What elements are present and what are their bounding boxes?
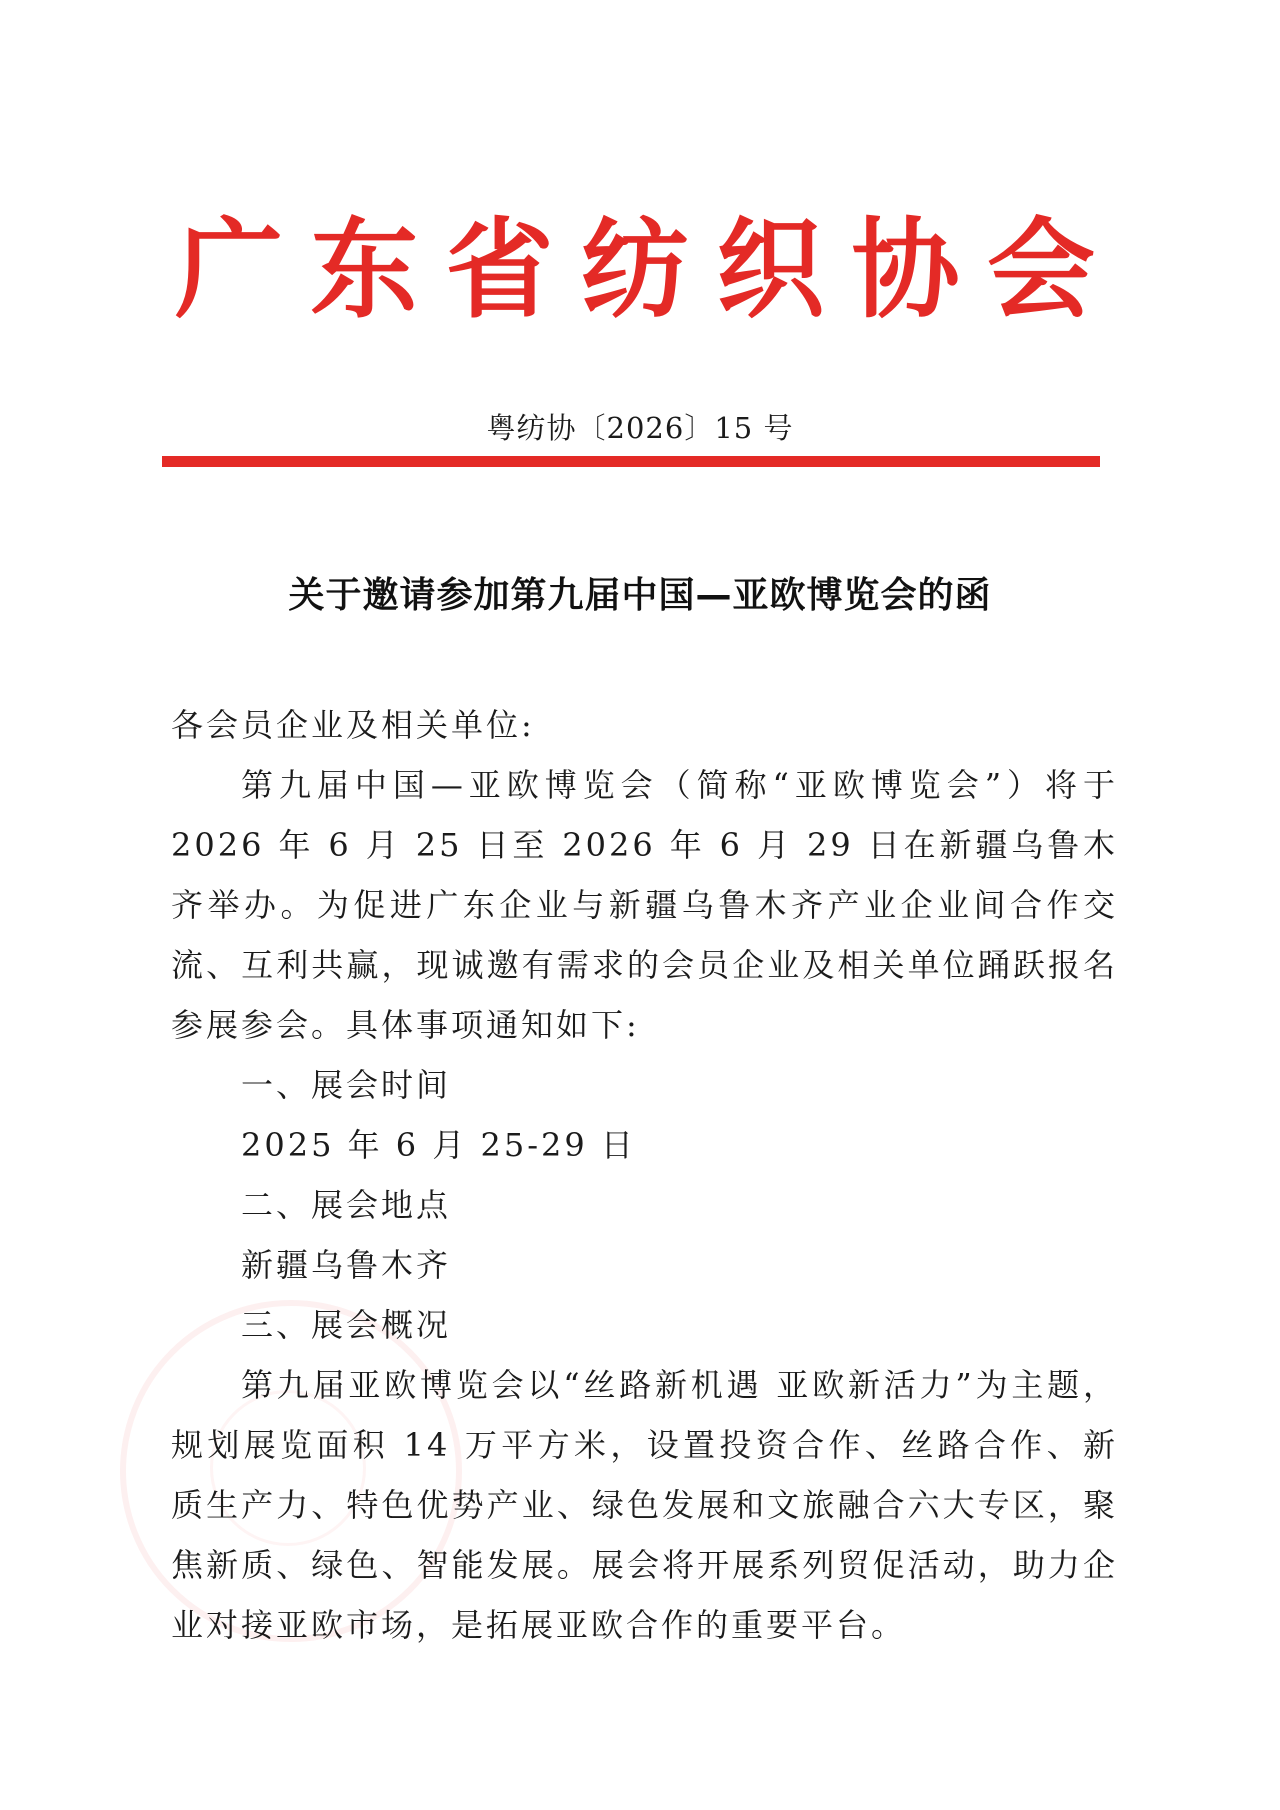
letterhead-char: 织 [716, 207, 825, 333]
org-letterhead [170, 205, 1100, 335]
salutation: 各会员企业及相关单位: [171, 706, 535, 744]
intro-paragraph: 第九届中国—亚欧博览会（简称“亚欧博览会”）将于 2026 年 6 月 25 日至 2026 年 6 月 29 日在新疆乌鲁木齐举办。为促进广东企业与新疆乌鲁木齐产业企业间合作交流、互利共赢，现诚邀有需求的会员企业及相关单位踊跃报名参展参会。具体事项通知如下: [171, 766, 1118, 1044]
section-content: 第九届亚欧博览会以“丝路新机遇 亚欧新活力”为主题，规划展览面积 14 万平方米，设置投资合作、丝路合作、新质生产力、特色优势产业、绿色发展和文旅融合六大专区，聚焦新质、绿色、智能发展。展会将开展系列贸促活动，助力企业对接亚欧市场，是拓展亚欧合作的重要平台。 [171, 1366, 1118, 1644]
section-heading: 三、展会概况 [241, 1306, 452, 1344]
document-body [171, 695, 1118, 1655]
letterhead-char: 纺 [580, 207, 689, 333]
section-content: 2025 年 6 月 25-29 日 [241, 1126, 636, 1164]
letterhead-char: 协 [851, 207, 960, 333]
letterhead-char: 东 [310, 207, 419, 333]
letterhead-char: 省 [445, 207, 554, 333]
section-content: 新疆乌鲁木齐 [241, 1246, 452, 1284]
section-heading: 一、展会时间 [241, 1066, 452, 1104]
letterhead-divider [162, 456, 1100, 467]
section-heading: 二、展会地点 [241, 1186, 452, 1224]
letterhead-char: 会 [986, 207, 1095, 333]
document-number: 粤纺协〔2026〕15 号 [486, 411, 794, 445]
letterhead-char: 广 [174, 207, 283, 333]
document-title: 关于邀请参加第九届中国—亚欧博览会的函 [288, 575, 992, 616]
